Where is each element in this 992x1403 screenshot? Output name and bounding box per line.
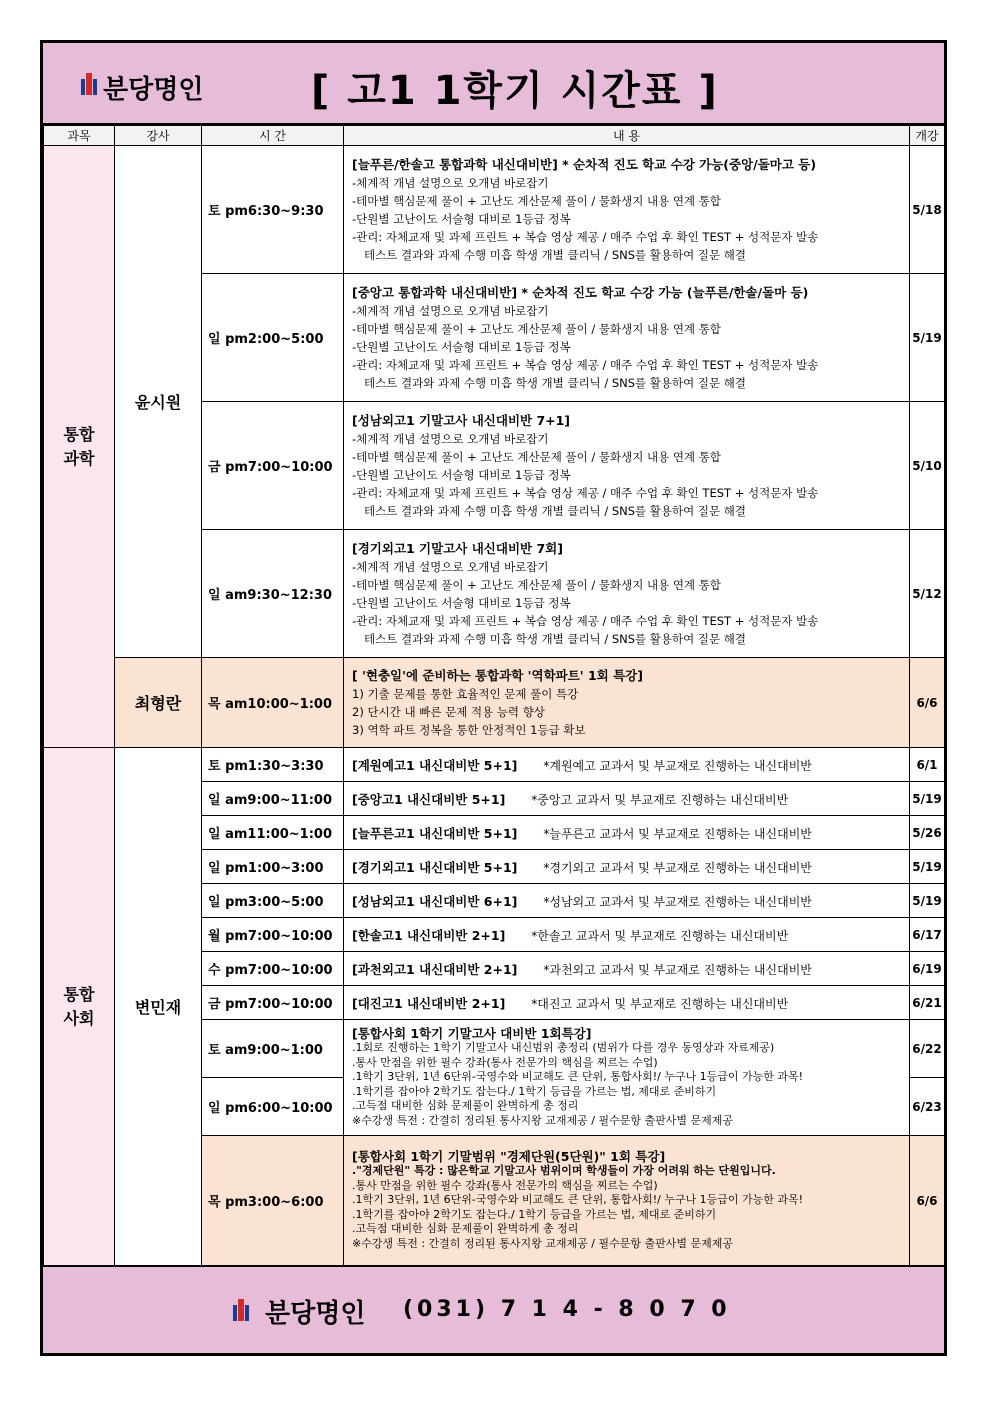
content-line: -체계적 개념 설명으로 오개념 바로잡기 (352, 175, 549, 190)
table-header-row (44, 126, 945, 146)
class-content (344, 1020, 910, 1136)
class-time: 일 am11:00~1:00 (202, 816, 344, 850)
class-content (344, 146, 910, 274)
start-date: 5/19 (910, 782, 945, 816)
column-header-start: 개강 (910, 126, 945, 146)
class-note: *늘푸른고 교과서 및 부교재로 진행하는 내신대비반 (543, 826, 812, 841)
content-line: .1학기를 잡아야 2학기도 잡는다./ 1학기 등급을 가르는 법, 제대로 준비하기 (352, 1084, 717, 1098)
class-content (344, 658, 910, 748)
brand-logo-icon (233, 1299, 251, 1321)
content-line: -단원별 고난이도 서술형 대비로 1등급 정복 (352, 467, 571, 482)
content-line: .고득점 대비한 심화 문제풀이 완벽하게 총 정리 (352, 1099, 579, 1113)
class-title: [중앙고 통합과학 내신대비반] * 순차적 진도 학교 수강 가능 (늘푸른/한솔/돌마 등) (352, 284, 809, 300)
class-content (344, 952, 910, 986)
start-date: 5/10 (910, 402, 945, 530)
class-content (344, 782, 910, 816)
class-title: [대진고1 내신대비반 2+1] (352, 995, 506, 1011)
column-header-subject: 과목 (44, 126, 115, 146)
content-line: .고득점 대비한 심화 문제풀이 완벽하게 총 정리 (352, 1222, 579, 1236)
class-note: *계원예고 교과서 및 부교재로 진행하는 내신대비반 (543, 758, 812, 773)
class-title: [경기외고1 기말고사 내신대비반 7회] (352, 540, 563, 556)
content-line: .1학기를 잡아야 2학기도 잡는다./ 1학기 등급을 가르는 법, 제대로 준비하기 (352, 1207, 717, 1221)
class-time: 일 pm1:00~3:00 (202, 850, 344, 884)
table-row (44, 748, 945, 782)
content-line: -관리: 자체교재 및 과제 프린트 + 복습 영상 제공 / 매주 수업 후 확인 TEST + 성적문자 발송 (352, 613, 819, 628)
table-row (44, 658, 945, 748)
timetable (43, 125, 945, 1266)
start-date: 5/19 (910, 850, 945, 884)
class-title: [통합사회 1학기 기말고사 대비반 1회특강] (352, 1026, 592, 1041)
content-line: -단원별 고난이도 서술형 대비로 1등급 정복 (352, 339, 571, 354)
class-content (344, 274, 910, 402)
content-line: -테마별 핵심문제 풀이 + 고난도 계산문제 풀이 / 물화생지 내용 연계 통합 (352, 449, 721, 464)
start-date: 6/17 (910, 918, 945, 952)
content-line: -테마별 핵심문제 풀이 + 고난도 계산문제 풀이 / 물화생지 내용 연계 통합 (352, 321, 721, 336)
subject-social (44, 748, 115, 1266)
start-date: 6/23 (910, 1078, 945, 1136)
table-row (44, 146, 945, 274)
page-title: [ 고1 1학기 시간표 ] (311, 68, 719, 114)
start-date: 6/21 (910, 986, 945, 1020)
class-note: *성남외고 교과서 및 부교재로 진행하는 내신대비반 (543, 894, 812, 909)
class-time: 목 pm3:00~6:00 (202, 1136, 344, 1266)
class-time: 수 pm7:00~10:00 (202, 952, 344, 986)
class-content (344, 884, 910, 918)
content-line: -체계적 개념 설명으로 오개념 바로잡기 (352, 559, 549, 574)
start-date: 5/26 (910, 816, 945, 850)
start-date: 6/1 (910, 748, 945, 782)
content-line: ※수강생 특전 : 간결히 정리된 통사지왕 교재제공 / 필수문항 출판사별 문제제공 (352, 1113, 733, 1127)
column-header-content: 내 용 (344, 126, 910, 146)
timetable-page (40, 40, 947, 1356)
class-title: [경기외고1 내신대비반 5+1] (352, 859, 518, 875)
class-title: [성남외고1 내신대비반 6+1] (352, 893, 518, 909)
content-line: -테마별 핵심문제 풀이 + 고난도 계산문제 풀이 / 물화생지 내용 연계 통합 (352, 193, 721, 208)
phone-number: (031) 7 1 4 - 8 0 7 0 (403, 1297, 731, 1322)
class-content (344, 530, 910, 658)
class-title: [한솔고1 내신대비반 2+1] (352, 927, 506, 943)
content-line: 테스트 결과와 과제 수행 미흡 학생 개별 클리닉 / SNS를 활용하여 질문 해결 (364, 247, 746, 262)
page-footer (43, 1265, 944, 1353)
page-header (43, 43, 944, 125)
content-line: ※수강생 특전 : 간결히 정리된 통사지왕 교재제공 / 필수문항 출판사별 문제제공 (352, 1236, 733, 1250)
class-content (344, 816, 910, 850)
class-note: *한솔고 교과서 및 부교재로 진행하는 내신대비반 (531, 928, 789, 943)
teacher-cell: 윤시원 (115, 146, 202, 658)
class-time: 월 pm7:00~10:00 (202, 918, 344, 952)
class-content (344, 748, 910, 782)
subject-science (44, 146, 115, 748)
start-date: 5/12 (910, 530, 945, 658)
class-time: 일 am9:30~12:30 (202, 530, 344, 658)
content-line: 테스트 결과와 과제 수행 미흡 학생 개별 클리닉 / SNS를 활용하여 질문 해결 (364, 631, 746, 646)
class-time: 금 pm7:00~10:00 (202, 986, 344, 1020)
class-title: [통합사회 1학기 기말범위 "경제단원(5단원)" 1회 특강] (352, 1149, 666, 1164)
start-date: 6/19 (910, 952, 945, 986)
class-content (344, 986, 910, 1020)
class-content (344, 850, 910, 884)
subject-label: 통합 사회 (63, 984, 95, 1028)
content-line: 테스트 결과와 과제 수행 미흡 학생 개별 클리닉 / SNS를 활용하여 질문 해결 (364, 503, 746, 518)
class-time: 토 pm6:30~9:30 (202, 146, 344, 274)
class-time: 목 am10:00~1:00 (202, 658, 344, 748)
content-line: -체계적 개념 설명으로 오개념 바로잡기 (352, 431, 549, 446)
class-note: *중앙고 교과서 및 부교재로 진행하는 내신대비반 (531, 792, 789, 807)
content-line: .통사 만점을 위한 필수 강좌(통사 전문가의 핵심을 찌르는 수업) (352, 1178, 658, 1192)
start-date: 5/19 (910, 274, 945, 402)
content-line: .통사 만점을 위한 필수 강좌(통사 전문가의 핵심을 찌르는 수업) (352, 1055, 658, 1069)
class-title: [과천외고1 내신대비반 2+1] (352, 961, 518, 977)
class-content (344, 1136, 910, 1266)
content-line: .1회로 진행하는 1학기 기말고사 내신범위 총정리 (범위가 다를 경우 동영상과 자료제공) (352, 1041, 775, 1055)
class-content (344, 918, 910, 952)
class-time: 일 pm2:00~5:00 (202, 274, 344, 402)
class-title: [늘푸른고1 내신대비반 5+1] (352, 825, 518, 841)
content-line: .1학기 3단위, 1년 6단위-국영수와 비교해도 큰 단위, 통합사회!/ 누구나 1등급이 가능한 과목! (352, 1193, 804, 1207)
class-note: *경기외고 교과서 및 부교재로 진행하는 내신대비반 (543, 860, 812, 875)
content-line: 3) 역학 파트 정복을 통한 안정적인 1등급 확보 (352, 722, 586, 737)
subject-label: 통합 과학 (63, 424, 95, 468)
footer-brand-name: 분당명인 (265, 1299, 366, 1329)
content-line: .1학기 3단위, 1년 6단위-국영수와 비교해도 큰 단위, 통합사회!/ 누구나 1등급이 가능한 과목! (352, 1070, 804, 1084)
class-title: [늘푸른/한솔고 통합과학 내신대비반] * 순차적 진도 학교 수강 가능(중앙/돌마고 등) (352, 156, 817, 172)
content-line: -관리: 자체교재 및 과제 프린트 + 복습 영상 제공 / 매주 수업 후 확인 TEST + 성적문자 발송 (352, 229, 819, 244)
teacher-cell: 변민재 (115, 748, 202, 1266)
column-header-teacher: 강사 (115, 126, 202, 146)
class-time: 일 am9:00~11:00 (202, 782, 344, 816)
class-content (344, 402, 910, 530)
class-time: 일 pm3:00~5:00 (202, 884, 344, 918)
content-line: -관리: 자체교재 및 과제 프린트 + 복습 영상 제공 / 매주 수업 후 확인 TEST + 성적문자 발송 (352, 485, 819, 500)
column-header-time: 시 간 (202, 126, 344, 146)
content-line: -단원별 고난이도 서술형 대비로 1등급 정복 (352, 211, 571, 226)
class-time: 일 pm6:00~10:00 (202, 1078, 344, 1136)
class-time: 토 pm1:30~3:30 (202, 748, 344, 782)
class-title: [계원예고1 내신대비반 5+1] (352, 757, 518, 773)
start-date: 5/19 (910, 884, 945, 918)
class-title: [ '현충일'에 준비하는 통합과학 '역학파트' 1회 특강] (352, 667, 643, 683)
content-line: -체계적 개념 설명으로 오개념 바로잡기 (352, 303, 549, 318)
class-note: *대진고 교과서 및 부교재로 진행하는 내신대비반 (531, 996, 789, 1011)
content-line: -관리: 자체교재 및 과제 프린트 + 복습 영상 제공 / 매주 수업 후 확인 TEST + 성적문자 발송 (352, 357, 819, 372)
teacher-cell: 최형란 (115, 658, 202, 748)
content-line: 1) 기출 문제를 통한 효율적인 문제 풀이 특강 (352, 686, 579, 701)
class-time: 토 am9:00~1:00 (202, 1020, 344, 1078)
brand-name: 분당명인 (103, 75, 204, 105)
class-note: *과천외고 교과서 및 부교재로 진행하는 내신대비반 (543, 962, 812, 977)
start-date: 6/22 (910, 1020, 945, 1078)
start-date: 5/18 (910, 146, 945, 274)
content-line: ."경제단원" 특강 : 많은학교 기말고사 범위이며 학생들이 가장 어려워 하는 단원입니다. (352, 1164, 776, 1178)
class-time: 금 pm7:00~10:00 (202, 402, 344, 530)
start-date: 6/6 (910, 1136, 945, 1266)
content-line: -단원별 고난이도 서술형 대비로 1등급 정복 (352, 595, 571, 610)
class-title: [성남외고1 기말고사 내신대비반 7+1] (352, 412, 571, 428)
content-line: 테스트 결과와 과제 수행 미흡 학생 개별 클리닉 / SNS를 활용하여 질문 해결 (364, 375, 746, 390)
start-date: 6/6 (910, 658, 945, 748)
class-title: [중앙고1 내신대비반 5+1] (352, 791, 506, 807)
brand-logo-icon (81, 73, 99, 95)
content-line: 2) 단시간 내 빠른 문제 적용 능력 향상 (352, 704, 545, 719)
content-line: -테마별 핵심문제 풀이 + 고난도 계산문제 풀이 / 물화생지 내용 연계 통합 (352, 577, 721, 592)
